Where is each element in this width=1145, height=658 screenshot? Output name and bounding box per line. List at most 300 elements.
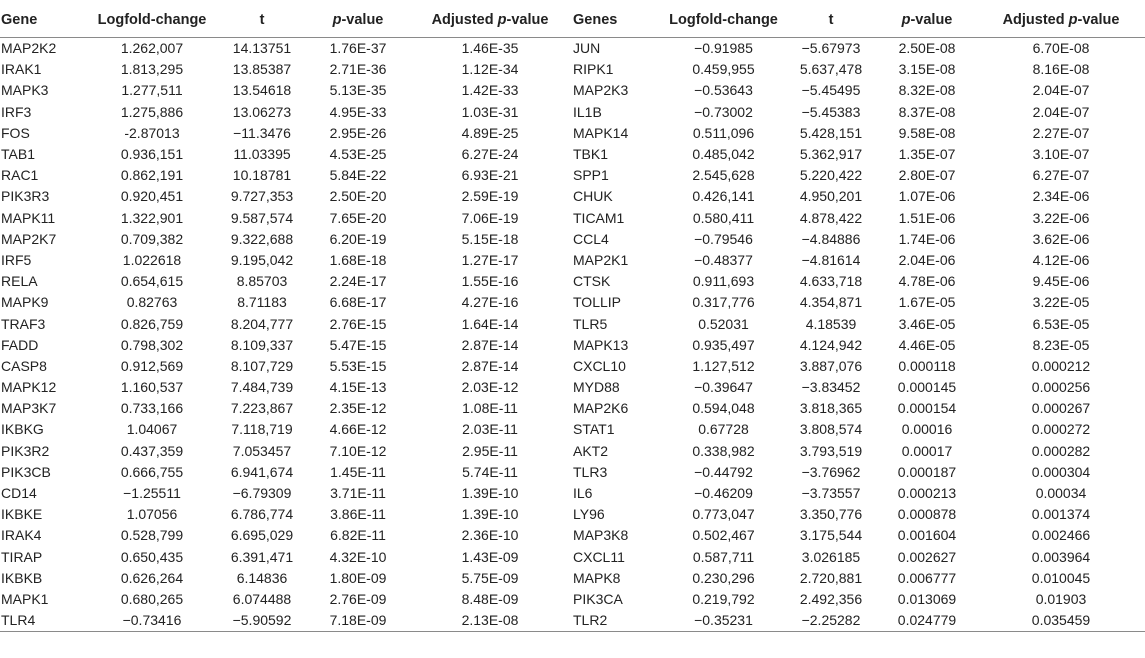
cell-p-value: 5.13E-35 <box>329 82 387 99</box>
cell-adjusted-p-value: 1.27E-17 <box>461 251 519 268</box>
cell-genes: MAP2K3 <box>573 82 629 99</box>
cell-adjusted-p-value: 0.010045 <box>1031 569 1091 586</box>
cell-adjusted-p-value: 5.74E-11 <box>462 463 518 480</box>
cell-gene: PIK3R2 <box>1 442 50 459</box>
cell-gene: IRAK1 <box>1 61 42 78</box>
cell-genes: SPP1 <box>573 167 609 184</box>
cell-p-value: 0.000118 <box>898 357 956 374</box>
table-row <box>0 419 1145 440</box>
header-text: -value <box>910 11 953 28</box>
cell-t-stat: 8.71183 <box>237 294 287 311</box>
table-row <box>0 547 1145 568</box>
table-row <box>0 398 1145 419</box>
cell-adjusted-p-value: 0.01903 <box>1035 590 1087 607</box>
cell-adjusted-p-value: 3.22E-06 <box>1032 209 1090 226</box>
cell-t-stat: 5.637,478 <box>799 61 863 78</box>
cell-p-value: 2.76E-15 <box>329 315 387 332</box>
cell-adjusted-p-value: 0.000282 <box>1031 442 1091 459</box>
cell-logfold-change: −0.48377 <box>694 251 753 268</box>
cell-gene: IKBKB <box>1 569 43 586</box>
cell-gene: FOS <box>1 124 30 141</box>
cell-t-stat: 11.03395 <box>233 146 291 163</box>
cell-gene: MAP2K2 <box>1 40 57 57</box>
cell-p-value: 5.47E-15 <box>329 336 387 353</box>
cell-t-stat: 9.322,688 <box>230 230 294 247</box>
cell-t-stat: 4.633,718 <box>799 273 863 290</box>
header-text: Genes <box>573 11 618 28</box>
cell-t-stat: 13.54618 <box>232 82 292 99</box>
cell-t-stat: 3.793,519 <box>799 442 863 459</box>
cell-logfold-change: 0.437,359 <box>120 442 184 459</box>
cell-logfold-change: 0.317,776 <box>692 294 755 311</box>
header-text: t <box>259 11 265 28</box>
cell-t-stat: 6.786,774 <box>230 506 294 523</box>
cell-logfold-change: 1.07056 <box>126 506 178 523</box>
cell-genes: MAP2K6 <box>573 400 629 417</box>
cell-gene: RELA <box>1 273 38 290</box>
table-row <box>0 186 1145 207</box>
cell-adjusted-p-value: 0.000256 <box>1031 379 1091 396</box>
cell-logfold-change: 2.545,628 <box>692 167 755 184</box>
cell-p-value: 4.66E-12 <box>329 421 387 438</box>
column-header-p-value <box>877 2 977 38</box>
cell-logfold-change: 1.04067 <box>126 421 178 438</box>
cell-gene: RAC1 <box>1 167 39 184</box>
cell-genes: LY96 <box>573 506 605 523</box>
cell-p-value: 2.35E-12 <box>329 400 387 417</box>
cell-logfold-change: 1.813,295 <box>120 61 184 78</box>
cell-adjusted-p-value: 6.93E-21 <box>461 167 519 184</box>
cell-logfold-change: 1.160,537 <box>120 379 184 396</box>
cell-adjusted-p-value: 2.03E-12 <box>461 379 519 396</box>
header-text: p <box>1068 11 1078 28</box>
cell-logfold-change: 0.219,792 <box>692 590 755 607</box>
cell-logfold-change: 0.528,799 <box>120 527 184 544</box>
cell-t-stat: 13.06273 <box>232 103 292 120</box>
cell-logfold-change: 0.587,711 <box>692 548 755 565</box>
cell-logfold-change: −0.91985 <box>694 40 753 57</box>
cell-t-stat: 6.695,029 <box>230 527 294 544</box>
cell-adjusted-p-value: 2.59E-19 <box>461 188 519 205</box>
cell-t-stat: −2.25282 <box>785 610 877 632</box>
cell-gene: FADD <box>1 336 39 353</box>
table-row <box>0 38 1145 60</box>
cell-p-value: 0.000878 <box>897 506 957 523</box>
cell-p-value: 2.24E-17 <box>329 273 387 290</box>
cell-p-value: 7.10E-12 <box>329 442 387 459</box>
cell-adjusted-p-value: 0.000212 <box>1031 357 1091 374</box>
cell-p-value: 1.68E-18 <box>329 251 387 268</box>
cell-p-value: 1.80E-09 <box>329 569 387 586</box>
cell-gene: MAPK12 <box>1 379 57 396</box>
cell-t-stat: 5.428,151 <box>799 124 863 141</box>
cell-t-stat: 7.484,739 <box>230 379 294 396</box>
cell-t-stat: 9.727,353 <box>230 188 294 205</box>
cell-adjusted-p-value: 2.95E-11 <box>462 442 518 459</box>
table-row <box>0 144 1145 165</box>
cell-adjusted-p-value: 2.03E-11 <box>462 421 518 438</box>
cell-genes: IL1B <box>573 103 602 120</box>
cell-p-value: 5.84E-22 <box>329 167 387 184</box>
cell-t-stat: 6.14836 <box>236 569 288 586</box>
column-header-logfold-change <box>662 2 785 38</box>
cell-adjusted-p-value: 5.15E-18 <box>461 230 519 247</box>
table-row <box>0 313 1145 334</box>
cell-t-stat: −6.79309 <box>232 485 292 502</box>
cell-t-stat: 7.053457 <box>232 442 292 459</box>
cell-adjusted-p-value: 1.39E-10 <box>461 506 519 523</box>
cell-t-stat: 3.175,544 <box>799 527 863 544</box>
cell-p-value: 0.002627 <box>897 548 957 565</box>
cell-p-value: 0.013069 <box>897 590 957 607</box>
table-row <box>0 80 1145 101</box>
cell-genes: TLR2 <box>572 610 662 632</box>
cell-genes: CXCL11 <box>573 548 625 565</box>
cell-gene: MAP2K7 <box>1 230 57 247</box>
cell-p-value: 0.000187 <box>897 463 957 480</box>
cell-adjusted-p-value: 2.87E-14 <box>461 336 519 353</box>
cell-p-value: 9.58E-08 <box>898 124 956 141</box>
cell-t-stat: 13.85387 <box>232 61 292 78</box>
cell-adjusted-p-value: 2.34E-06 <box>1032 188 1090 205</box>
cell-adjusted-p-value: 6.53E-05 <box>1032 315 1090 332</box>
cell-adjusted-p-value: 0.000272 <box>1031 421 1091 438</box>
cell-t-stat: 2.492,356 <box>799 590 863 607</box>
cell-p-value: 1.76E-37 <box>329 40 387 57</box>
header-text: Adjusted <box>431 11 498 28</box>
cell-gene: IRF5 <box>1 251 32 268</box>
cell-t-stat: 8.109,337 <box>230 336 294 353</box>
header-text: Gene <box>1 11 38 28</box>
cell-logfold-change: 0.459,955 <box>692 61 755 78</box>
cell-adjusted-p-value: 2.04E-07 <box>1032 82 1090 99</box>
cell-t-stat: −4.81614 <box>801 251 861 268</box>
cell-p-value: 1.35E-07 <box>898 146 956 163</box>
cell-p-value: 0.00016 <box>901 421 953 438</box>
header-text: t <box>828 11 834 28</box>
cell-adjusted-p-value: 3.22E-05 <box>1032 294 1090 311</box>
cell-logfold-change: -2.87013 <box>124 124 180 141</box>
cell-gene: TAB1 <box>1 146 35 163</box>
cell-genes: PIK3CA <box>573 590 623 607</box>
cell-p-value: 4.46E-05 <box>898 336 956 353</box>
cell-p-value: 1.51E-06 <box>898 209 956 226</box>
cell-p-value: 6.68E-17 <box>329 294 387 311</box>
cell-t-stat: −5.90592 <box>216 610 308 632</box>
cell-gene: IKBKE <box>1 506 43 523</box>
column-header-logfold-change <box>88 2 216 38</box>
cell-p-value: 0.000145 <box>897 379 957 396</box>
cell-p-value: 3.86E-11 <box>330 506 386 523</box>
cell-adjusted-p-value: 4.27E-16 <box>461 294 519 311</box>
cell-logfold-change: 0.230,296 <box>692 569 755 586</box>
cell-gene: MAPK11 <box>1 209 56 226</box>
cell-adjusted-p-value: 1.12E-34 <box>461 61 519 78</box>
cell-p-value: 7.65E-20 <box>329 209 387 226</box>
table-row <box>0 483 1145 504</box>
cell-t-stat: 7.223,867 <box>230 400 294 417</box>
cell-genes: TLR5 <box>573 315 608 332</box>
cell-p-value: 2.50E-08 <box>898 40 956 57</box>
cell-gene: IKBKG <box>1 421 44 438</box>
cell-genes: MAPK8 <box>573 569 621 586</box>
cell-p-value: 2.50E-20 <box>329 188 387 205</box>
cell-logfold-change: 0.862,191 <box>120 167 184 184</box>
cell-logfold-change: 0.733,166 <box>120 400 184 417</box>
table-row <box>0 504 1145 525</box>
cell-p-value: 7.18E-09 <box>308 610 408 632</box>
cell-logfold-change: 0.626,264 <box>120 569 184 586</box>
cell-t-stat: 4.18539 <box>805 315 857 332</box>
cell-t-stat: 4.354,871 <box>799 294 863 311</box>
cell-adjusted-p-value: 1.43E-09 <box>461 548 519 565</box>
cell-adjusted-p-value: 4.89E-25 <box>461 124 519 141</box>
cell-adjusted-p-value: 5.75E-09 <box>461 569 519 586</box>
header-text: -value <box>341 11 384 28</box>
cell-logfold-change: 0.426,141 <box>692 188 755 205</box>
cell-t-stat: 4.878,422 <box>799 209 863 226</box>
cell-p-value: 5.53E-15 <box>329 357 387 374</box>
cell-genes: MAP3K8 <box>573 527 629 544</box>
table-row <box>0 610 1145 632</box>
cell-logfold-change: 0.52031 <box>698 315 749 332</box>
cell-t-stat: 2.720,881 <box>799 569 863 586</box>
cell-adjusted-p-value: 0.001374 <box>1031 506 1091 523</box>
cell-p-value: 1.07E-06 <box>898 188 956 205</box>
cell-t-stat: 3.818,365 <box>799 400 863 417</box>
header-text: -value <box>506 11 549 28</box>
cell-logfold-change: 0.935,497 <box>692 336 755 353</box>
cell-logfold-change: −0.44792 <box>694 463 753 480</box>
column-header-adjusted-p-value <box>408 2 572 38</box>
header-text: Logfold-change <box>97 11 207 28</box>
cell-logfold-change: 1.022618 <box>122 251 182 268</box>
table-row <box>0 462 1145 483</box>
table-row <box>0 59 1145 80</box>
cell-logfold-change: 0.911,693 <box>692 273 755 290</box>
table-row <box>0 589 1145 610</box>
cell-genes: TLR3 <box>573 463 608 480</box>
cell-logfold-change: 0.680,265 <box>120 590 184 607</box>
cell-t-stat: −5.45495 <box>801 82 861 99</box>
table-row <box>0 165 1145 186</box>
cell-p-value: 0.00017 <box>901 442 953 459</box>
cell-p-value: 0.006777 <box>897 569 957 586</box>
cell-logfold-change: 0.826,759 <box>120 315 184 332</box>
cell-p-value: 2.04E-06 <box>898 251 956 268</box>
column-header-p-value <box>308 2 408 38</box>
cell-adjusted-p-value: 8.23E-05 <box>1032 336 1090 353</box>
cell-adjusted-p-value: 1.46E-35 <box>461 40 519 57</box>
cell-t-stat: −3.73557 <box>801 485 861 502</box>
cell-p-value: 0.000213 <box>897 485 957 502</box>
cell-p-value: 1.45E-11 <box>330 463 386 480</box>
header-text: Adjusted <box>1002 11 1069 28</box>
cell-p-value: 4.95E-33 <box>329 103 387 120</box>
cell-adjusted-p-value: 2.13E-08 <box>408 610 572 632</box>
cell-logfold-change: −0.46209 <box>694 485 753 502</box>
cell-gene: MAPK3 <box>1 82 49 99</box>
cell-t-stat: 5.220,422 <box>799 167 863 184</box>
cell-logfold-change: 1.127,512 <box>692 357 755 374</box>
cell-adjusted-p-value: 3.62E-06 <box>1032 230 1090 247</box>
cell-t-stat: 3.808,574 <box>799 421 863 438</box>
table-row <box>0 335 1145 356</box>
cell-genes: TBK1 <box>573 146 609 163</box>
cell-logfold-change: 1.262,007 <box>120 40 184 57</box>
cell-logfold-change: 0.511,096 <box>692 124 755 141</box>
column-header-adjusted-p-value <box>977 2 1145 38</box>
cell-gene: MAPK1 <box>1 590 49 607</box>
cell-p-value: 3.71E-11 <box>330 485 386 502</box>
cell-adjusted-p-value: 0.003964 <box>1031 548 1091 565</box>
table-row <box>0 441 1145 462</box>
cell-t-stat: 3.887,076 <box>799 357 863 374</box>
header-text: Logfold-change <box>669 11 778 28</box>
cell-logfold-change: 0.709,382 <box>120 230 184 247</box>
cell-p-value: 6.20E-19 <box>329 230 387 247</box>
cell-p-value: 3.15E-08 <box>898 61 956 78</box>
table-row <box>0 250 1145 271</box>
table-row <box>0 356 1145 377</box>
cell-gene: MAPK9 <box>1 294 49 311</box>
cell-adjusted-p-value: 1.42E-33 <box>461 82 519 99</box>
cell-genes: CTSK <box>573 273 611 290</box>
cell-p-value: 3.46E-05 <box>898 315 956 332</box>
cell-genes: MAP2K1 <box>573 251 629 268</box>
cell-adjusted-p-value: 0.000267 <box>1031 400 1091 417</box>
cell-genes: MAPK13 <box>573 336 629 353</box>
cell-gene: PIK3CB <box>1 463 51 480</box>
cell-t-stat: 6.941,674 <box>230 463 294 480</box>
table-row <box>0 208 1145 229</box>
cell-adjusted-p-value: 1.64E-14 <box>461 315 519 332</box>
cell-logfold-change: 0.594,048 <box>692 400 755 417</box>
cell-logfold-change: 0.338,982 <box>692 442 755 459</box>
cell-adjusted-p-value: 6.27E-24 <box>461 146 519 163</box>
cell-gene: CD14 <box>1 485 37 502</box>
cell-genes: MAPK14 <box>573 124 629 141</box>
cell-logfold-change: 0.650,435 <box>120 548 184 565</box>
cell-t-stat: −4.84886 <box>801 230 861 247</box>
cell-adjusted-p-value: 3.10E-07 <box>1032 146 1090 163</box>
cell-logfold-change: 0.912,569 <box>120 357 184 374</box>
cell-logfold-change: 0.654,615 <box>120 273 184 290</box>
cell-genes: CCL4 <box>573 230 609 247</box>
cell-adjusted-p-value: 8.16E-08 <box>1032 61 1090 78</box>
cell-t-stat: 6.391,471 <box>230 548 294 565</box>
cell-t-stat: −11.3476 <box>233 124 291 141</box>
cell-logfold-change: 0.936,151 <box>120 146 184 163</box>
cell-logfold-change: 0.666,755 <box>120 463 184 480</box>
cell-t-stat: 3.026185 <box>801 548 861 565</box>
cell-genes: AKT2 <box>573 442 609 459</box>
cell-t-stat: 4.950,201 <box>799 188 863 205</box>
cell-p-value: 0.001604 <box>897 527 957 544</box>
cell-t-stat: 8.107,729 <box>230 357 294 374</box>
table-row <box>0 568 1145 589</box>
table-row <box>0 525 1145 546</box>
cell-t-stat: −5.45383 <box>801 103 861 120</box>
cell-t-stat: 7.118,719 <box>231 421 293 438</box>
table-row <box>0 229 1145 250</box>
cell-p-value: 2.80E-07 <box>898 167 956 184</box>
cell-p-value: 2.95E-26 <box>329 124 387 141</box>
cell-adjusted-p-value: 1.03E-31 <box>461 103 519 120</box>
header-row <box>0 2 1145 38</box>
cell-p-value: 1.74E-06 <box>898 230 956 247</box>
column-header-gene <box>0 2 88 38</box>
table-row <box>0 102 1145 123</box>
cell-gene: TRAF3 <box>1 315 46 332</box>
cell-gene: CASP8 <box>1 357 47 374</box>
cell-logfold-change: −0.53643 <box>694 82 753 99</box>
header-text: p <box>497 11 507 28</box>
header-text: -value <box>1077 11 1120 28</box>
cell-t-stat: 8.204,777 <box>230 315 294 332</box>
column-header-t-stat <box>785 2 877 38</box>
cell-t-stat: 9.195,042 <box>230 251 294 268</box>
cell-adjusted-p-value: 0.000304 <box>1031 463 1091 480</box>
cell-logfold-change: 0.798,302 <box>120 336 184 353</box>
cell-logfold-change: −0.73002 <box>694 103 753 120</box>
cell-gene: MAP3K7 <box>1 400 57 417</box>
cell-p-value: 4.53E-25 <box>329 146 387 163</box>
cell-logfold-change: 0.82763 <box>126 294 178 311</box>
cell-genes: MYD88 <box>573 379 620 396</box>
cell-adjusted-p-value: 2.87E-14 <box>461 357 519 374</box>
table-row <box>0 123 1145 144</box>
cell-genes: CHUK <box>573 188 613 205</box>
cell-logfold-change: 0.502,467 <box>692 527 755 544</box>
cell-logfold-change: 1.277,511 <box>121 82 183 99</box>
cell-p-value: 4.15E-13 <box>329 379 387 396</box>
cell-t-stat: 5.362,917 <box>799 146 863 163</box>
cell-adjusted-p-value: 9.45E-06 <box>1032 273 1090 290</box>
cell-t-stat: −5.67973 <box>801 40 861 57</box>
cell-adjusted-p-value: 1.08E-11 <box>462 400 518 417</box>
cell-t-stat: 8.85703 <box>236 273 288 290</box>
header-text: p <box>332 11 342 28</box>
table-body <box>0 38 1145 632</box>
cell-adjusted-p-value: 4.12E-06 <box>1032 251 1090 268</box>
table-row <box>0 292 1145 313</box>
cell-adjusted-p-value: 1.55E-16 <box>461 273 519 290</box>
gene-expression-table <box>0 2 1145 632</box>
cell-p-value: 8.37E-08 <box>898 103 956 120</box>
cell-p-value: 2.76E-09 <box>329 590 387 607</box>
cell-t-stat: 4.124,942 <box>799 336 863 353</box>
cell-t-stat: 9.587,574 <box>230 209 294 226</box>
cell-genes: JUN <box>573 40 601 57</box>
cell-p-value: 4.78E-06 <box>898 273 956 290</box>
header-text: p <box>901 11 911 28</box>
cell-t-stat: 6.074488 <box>232 590 292 607</box>
cell-p-value: 8.32E-08 <box>898 82 956 99</box>
cell-logfold-change: 1.322,901 <box>120 209 184 226</box>
cell-gene: IRAK4 <box>1 527 42 544</box>
cell-logfold-change: 0.67728 <box>698 421 749 438</box>
cell-p-value: 0.000154 <box>897 400 957 417</box>
cell-gene: TIRAP <box>1 548 43 565</box>
cell-genes: TICAM1 <box>573 209 625 226</box>
cell-p-value: 2.71E-36 <box>329 61 387 78</box>
cell-logfold-change: −1.25511 <box>123 485 181 502</box>
cell-genes: TOLLIP <box>573 294 621 311</box>
cell-adjusted-p-value: 2.36E-10 <box>461 527 519 544</box>
cell-logfold-change: 0.920,451 <box>120 188 184 205</box>
cell-adjusted-p-value: 2.27E-07 <box>1032 124 1090 141</box>
